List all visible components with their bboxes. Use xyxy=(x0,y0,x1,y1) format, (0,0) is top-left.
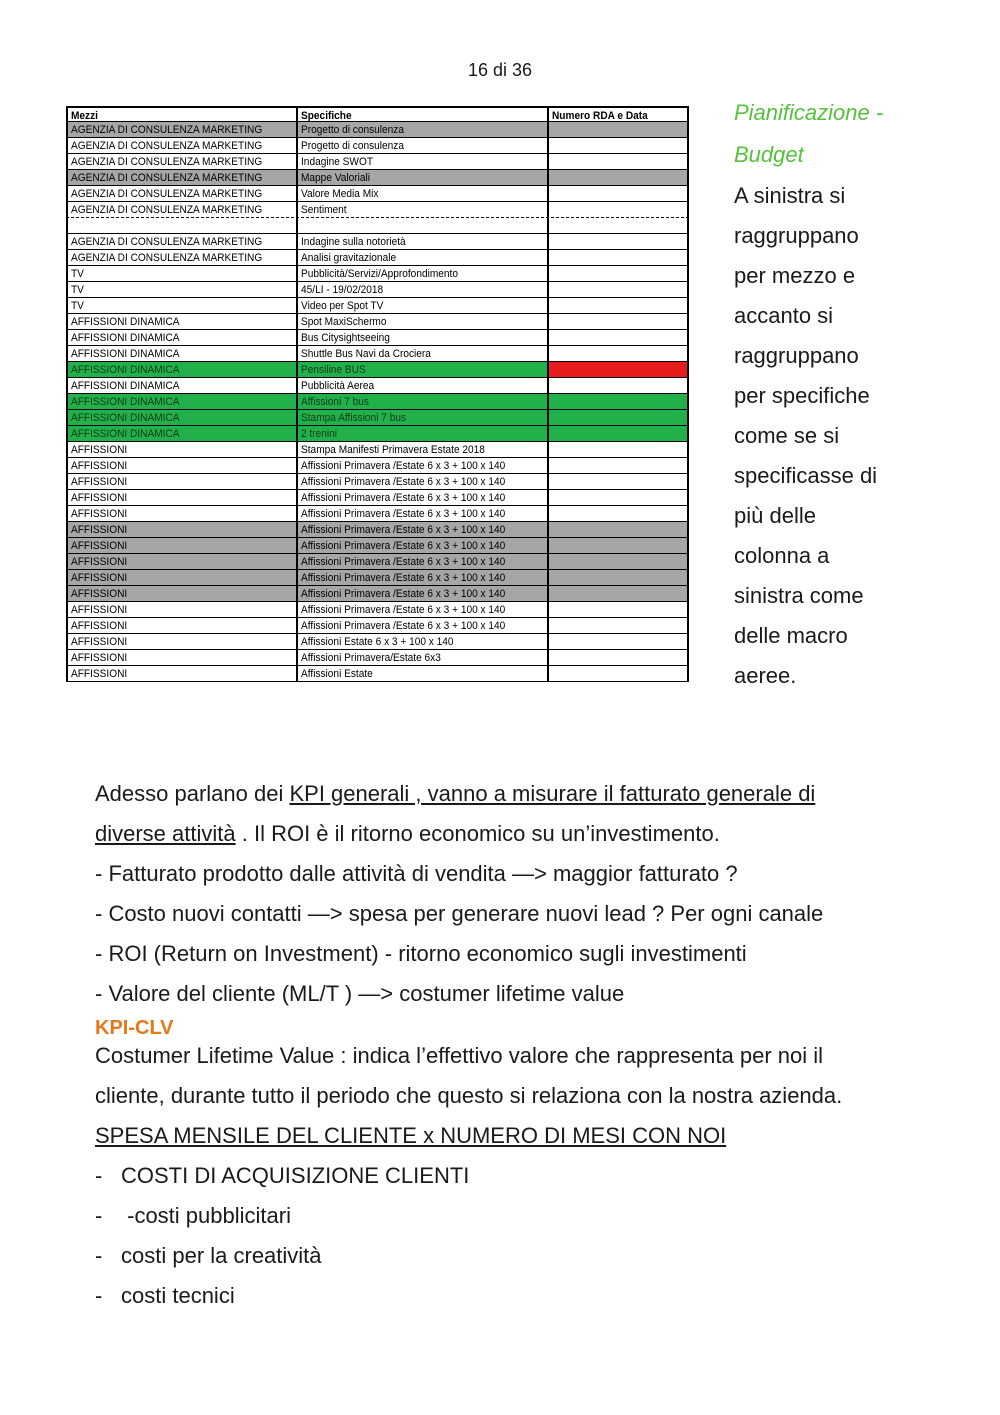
cell-specifiche: Affissioni Primavera /Estate 6 x 3 + 100 x 140 xyxy=(296,570,547,585)
sheet-row xyxy=(66,618,689,634)
sheet-row xyxy=(66,474,689,490)
clv-definition-line2: cliente, durante tutto il periodo che questo si relaziona con la nostra azienda. xyxy=(95,1083,843,1108)
cell-specifiche: Affissioni Primavera /Estate 6 x 3 + 100 x 140 xyxy=(296,586,547,601)
sheet-row xyxy=(66,154,689,170)
cell-numero-rda xyxy=(547,218,689,233)
cell-mezzi: AFFISSIONI xyxy=(66,586,296,601)
sheet-row xyxy=(66,362,689,378)
cell-numero-rda xyxy=(547,554,689,569)
cell-mezzi: AFFISSIONI xyxy=(66,570,296,585)
intro-suffix: . Il ROI è il ritorno economico su un’investimento. xyxy=(235,821,720,846)
intro-prefix: Adesso parlano dei xyxy=(95,781,290,806)
cell-specifiche: Affissioni Primavera /Estate 6 x 3 + 100 x 140 xyxy=(296,522,547,537)
cell-numero-rda xyxy=(547,602,689,617)
cell-mezzi: AFFISSIONI xyxy=(66,554,296,569)
cell-numero-rda xyxy=(547,506,689,521)
cell-numero-rda xyxy=(547,170,689,185)
sidebar-line: per specifiche xyxy=(734,383,870,408)
cell-specifiche: Indagine SWOT xyxy=(296,154,547,169)
intro-paragraph xyxy=(95,774,945,814)
clv-formula: SPESA MENSILE DEL CLIENTE x NUMERO DI MESI CON NOI xyxy=(95,1123,727,1148)
cell-numero-rda xyxy=(547,138,689,153)
body-text xyxy=(95,774,945,1316)
cell-mezzi: AGENZIA DI CONSULENZA MARKETING xyxy=(66,138,296,153)
intro-underlined-b: diverse attività xyxy=(95,821,236,846)
sheet-row xyxy=(66,458,689,474)
cell-numero-rda xyxy=(547,154,689,169)
sidebar-line: accanto si xyxy=(734,303,834,328)
cell-numero-rda xyxy=(547,202,689,217)
cell-specifiche: Affissioni Primavera /Estate 6 x 3 + 100 x 140 xyxy=(296,458,547,473)
cell-specifiche: Pubblicità Aerea xyxy=(296,378,547,393)
cell-numero-rda xyxy=(547,410,689,425)
header-specifiche: Specifiche xyxy=(296,108,547,121)
cell-mezzi: AFFISSIONI xyxy=(66,602,296,617)
header-mezzi: Mezzi xyxy=(66,108,296,121)
cell-mezzi: AGENZIA DI CONSULENZA MARKETING xyxy=(66,154,296,169)
cell-specifiche: Affissioni Primavera/Estate 6x3 xyxy=(296,650,547,665)
sheet-header-row xyxy=(66,106,689,122)
cell-specifiche: Affissioni Estate 6 x 3 + 100 x 140 xyxy=(296,634,547,649)
cell-mezzi: AFFISSIONI xyxy=(66,458,296,473)
sidebar-line: A sinistra si xyxy=(734,183,846,208)
cell-mezzi: AFFISSIONI xyxy=(66,634,296,649)
cell-numero-rda xyxy=(547,330,689,345)
cell-mezzi: TV xyxy=(66,282,296,297)
cell-numero-rda xyxy=(547,538,689,553)
cell-specifiche: Affissioni Primavera /Estate 6 x 3 + 100 x 140 xyxy=(296,474,547,489)
sheet-row xyxy=(66,426,689,442)
sheet-row xyxy=(66,410,689,426)
sheet-row xyxy=(66,490,689,506)
cell-mezzi: AFFISSIONI DINAMICA xyxy=(66,426,296,441)
sidebar-line: delle macro xyxy=(734,623,848,648)
cell-mezzi: AFFISSIONI xyxy=(66,538,296,553)
sheet-row xyxy=(66,186,689,202)
sheet-row xyxy=(66,330,689,346)
cell-specifiche: Spot MaxiSchermo xyxy=(296,314,547,329)
sheet-row xyxy=(66,266,689,282)
cell-specifiche: 2 trenini xyxy=(296,426,547,441)
cell-specifiche: 45/LI - 19/02/2018 xyxy=(296,282,547,297)
sheet-row xyxy=(66,346,689,362)
sheet-row xyxy=(66,138,689,154)
cell-mezzi: AFFISSIONI DINAMICA xyxy=(66,330,296,345)
sheet-row xyxy=(66,218,689,234)
sheet-row xyxy=(66,666,689,682)
sidebar-line: raggruppano xyxy=(734,343,859,368)
cell-specifiche: Shuttle Bus Navi da Crociera xyxy=(296,346,547,361)
cell-numero-rda xyxy=(547,458,689,473)
cell-specifiche: Affissioni Primavera /Estate 6 x 3 + 100 x 140 xyxy=(296,538,547,553)
kpi-bullet: - Costo nuovi contatti —> spesa per generare nuovi lead ? Per ogni canale xyxy=(95,901,824,926)
cell-specifiche: Mappe Valoriali xyxy=(296,170,547,185)
sidebar-line: aeree. xyxy=(734,663,797,688)
cell-specifiche: Pubblicità/Servizi/Approfondimento xyxy=(296,266,547,281)
cell-mezzi: TV xyxy=(66,266,296,281)
cell-mezzi: AGENZIA DI CONSULENZA MARKETING xyxy=(66,122,296,137)
sheet-row xyxy=(66,650,689,666)
spreadsheet-image xyxy=(66,106,689,682)
cell-mezzi: AGENZIA DI CONSULENZA MARKETING xyxy=(66,202,296,217)
clv-definition-line1: Costumer Lifetime Value : indica l’effettivo valore che rappresenta per noi il xyxy=(95,1043,824,1068)
cell-specifiche: Affissioni Primavera /Estate 6 x 3 + 100 x 140 xyxy=(296,554,547,569)
cell-specifiche: Progetto di consulenza xyxy=(296,138,547,153)
cell-mezzi xyxy=(66,218,296,233)
cell-mezzi: AGENZIA DI CONSULENZA MARKETING xyxy=(66,170,296,185)
sheet-row xyxy=(66,314,689,330)
sidebar-line: raggruppano xyxy=(734,223,859,248)
cost-item: - costi tecnici xyxy=(95,1283,235,1308)
sheet-row xyxy=(66,282,689,298)
cell-specifiche xyxy=(296,218,547,233)
cell-numero-rda xyxy=(547,426,689,441)
cell-mezzi: AFFISSIONI xyxy=(66,650,296,665)
sheet-row xyxy=(66,634,689,650)
sidebar-line: più delle xyxy=(734,503,816,528)
cell-mezzi: AFFISSIONI DINAMICA xyxy=(66,362,296,377)
sheet-row xyxy=(66,506,689,522)
cell-numero-rda xyxy=(547,490,689,505)
sheet-row xyxy=(66,250,689,266)
cell-mezzi: TV xyxy=(66,298,296,313)
cell-mezzi: AFFISSIONI DINAMICA xyxy=(66,378,296,393)
cell-numero-rda xyxy=(547,362,689,377)
cell-numero-rda xyxy=(547,666,689,681)
kpi-bullet: - ROI (Return on Investment) - ritorno economico sugli investimenti xyxy=(95,941,747,966)
sheet-row xyxy=(66,538,689,554)
cell-mezzi: AFFISSIONI xyxy=(66,474,296,489)
cell-specifiche: Bus Citysightseeing xyxy=(296,330,547,345)
sheet-row xyxy=(66,394,689,410)
cell-numero-rda xyxy=(547,346,689,361)
cell-specifiche: Sentiment xyxy=(296,202,547,217)
cell-mezzi: AFFISSIONI xyxy=(66,618,296,633)
cell-numero-rda xyxy=(547,266,689,281)
cell-numero-rda xyxy=(547,282,689,297)
cell-mezzi: AFFISSIONI xyxy=(66,506,296,521)
cell-specifiche: Affissioni Primavera /Estate 6 x 3 + 100 x 140 xyxy=(296,490,547,505)
cell-specifiche: Affissioni 7 bus xyxy=(296,394,547,409)
cell-mezzi: AGENZIA DI CONSULENZA MARKETING xyxy=(66,250,296,265)
sheet-row xyxy=(66,170,689,186)
header-numero-rda: Numero RDA e Data xyxy=(547,108,689,121)
cell-specifiche: Stampa Affissioni 7 bus xyxy=(296,410,547,425)
sheet-row xyxy=(66,202,689,218)
sheet-row xyxy=(66,298,689,314)
sheet-row xyxy=(66,122,689,138)
cell-numero-rda xyxy=(547,250,689,265)
cell-specifiche: Indagine sulla notorietà xyxy=(296,234,547,249)
cell-specifiche: Pensiline BUS xyxy=(296,362,547,377)
cell-numero-rda xyxy=(547,634,689,649)
cell-mezzi: AFFISSIONI xyxy=(66,442,296,457)
cell-mezzi: AFFISSIONI DINAMICA xyxy=(66,410,296,425)
cell-numero-rda xyxy=(547,378,689,393)
sheet-row xyxy=(66,442,689,458)
cell-mezzi: AFFISSIONI xyxy=(66,490,296,505)
cell-specifiche: Stampa Manifesti Primavera Estate 2018 xyxy=(296,442,547,457)
cell-mezzi: AFFISSIONI xyxy=(66,666,296,681)
cell-specifiche: Affissioni Primavera /Estate 6 x 3 + 100 x 140 xyxy=(296,618,547,633)
cost-item: - costi per la creatività xyxy=(95,1243,322,1268)
cell-mezzi: AFFISSIONI xyxy=(66,522,296,537)
kpi-clv-heading: KPI-CLV xyxy=(95,1017,174,1039)
sidebar-line: colonna a xyxy=(734,543,830,568)
cell-mezzi: AFFISSIONI DINAMICA xyxy=(66,314,296,329)
sheet-row xyxy=(66,554,689,570)
intro-underlined-a: KPI generali , vanno a misurare il fatturato generale di xyxy=(289,781,816,806)
cell-numero-rda xyxy=(547,186,689,201)
sidebar-title-line1: Pianificazione - xyxy=(734,100,884,125)
sidebar-line: specificasse di xyxy=(734,463,878,488)
cell-numero-rda xyxy=(547,522,689,537)
cell-numero-rda xyxy=(547,314,689,329)
sheet-row xyxy=(66,570,689,586)
cost-item: - -costi pubblicitari xyxy=(95,1203,291,1228)
kpi-bullet: - Fatturato prodotto dalle attività di vendita —> maggior fatturato ? xyxy=(95,861,738,886)
sidebar-text xyxy=(734,176,934,696)
cell-specifiche: Affissioni Estate xyxy=(296,666,547,681)
sheet-row xyxy=(66,378,689,394)
cell-mezzi: AFFISSIONI DINAMICA xyxy=(66,346,296,361)
sidebar-line: per mezzo e xyxy=(734,263,856,288)
cell-numero-rda xyxy=(547,570,689,585)
sidebar-line: sinistra come xyxy=(734,583,864,608)
sheet-row xyxy=(66,234,689,250)
sidebar-title xyxy=(734,92,934,176)
cell-numero-rda xyxy=(547,298,689,313)
cell-specifiche: Affissioni Primavera /Estate 6 x 3 + 100 x 140 xyxy=(296,602,547,617)
cell-numero-rda xyxy=(547,394,689,409)
sheet-row xyxy=(66,602,689,618)
cell-numero-rda xyxy=(547,618,689,633)
cell-numero-rda xyxy=(547,650,689,665)
cell-mezzi: AGENZIA DI CONSULENZA MARKETING xyxy=(66,186,296,201)
cell-mezzi: AFFISSIONI DINAMICA xyxy=(66,394,296,409)
cell-numero-rda xyxy=(547,474,689,489)
intro-paragraph-cont xyxy=(95,814,945,854)
cell-specifiche: Analisi gravitazionale xyxy=(296,250,547,265)
cell-specifiche: Valore Media Mix xyxy=(296,186,547,201)
page-number: 16 di 36 xyxy=(467,60,533,80)
kpi-bullet: - Valore del cliente (ML/T ) —> costumer lifetime value xyxy=(95,981,625,1006)
cell-specifiche: Video per Spot TV xyxy=(296,298,547,313)
sidebar-line: come se si xyxy=(734,423,840,448)
cell-specifiche: Affissioni Primavera /Estate 6 x 3 + 100 x 140 xyxy=(296,506,547,521)
cell-numero-rda xyxy=(547,122,689,137)
sheet-row xyxy=(66,522,689,538)
sheet-row xyxy=(66,586,689,602)
cost-item: - COSTI DI ACQUISIZIONE CLIENTI xyxy=(95,1163,470,1188)
sidebar-title-line2: Budget xyxy=(734,142,804,167)
cell-numero-rda xyxy=(547,586,689,601)
cell-specifiche: Progetto di consulenza xyxy=(296,122,547,137)
cell-numero-rda xyxy=(547,234,689,249)
cell-numero-rda xyxy=(547,442,689,457)
cell-mezzi: AGENZIA DI CONSULENZA MARKETING xyxy=(66,234,296,249)
